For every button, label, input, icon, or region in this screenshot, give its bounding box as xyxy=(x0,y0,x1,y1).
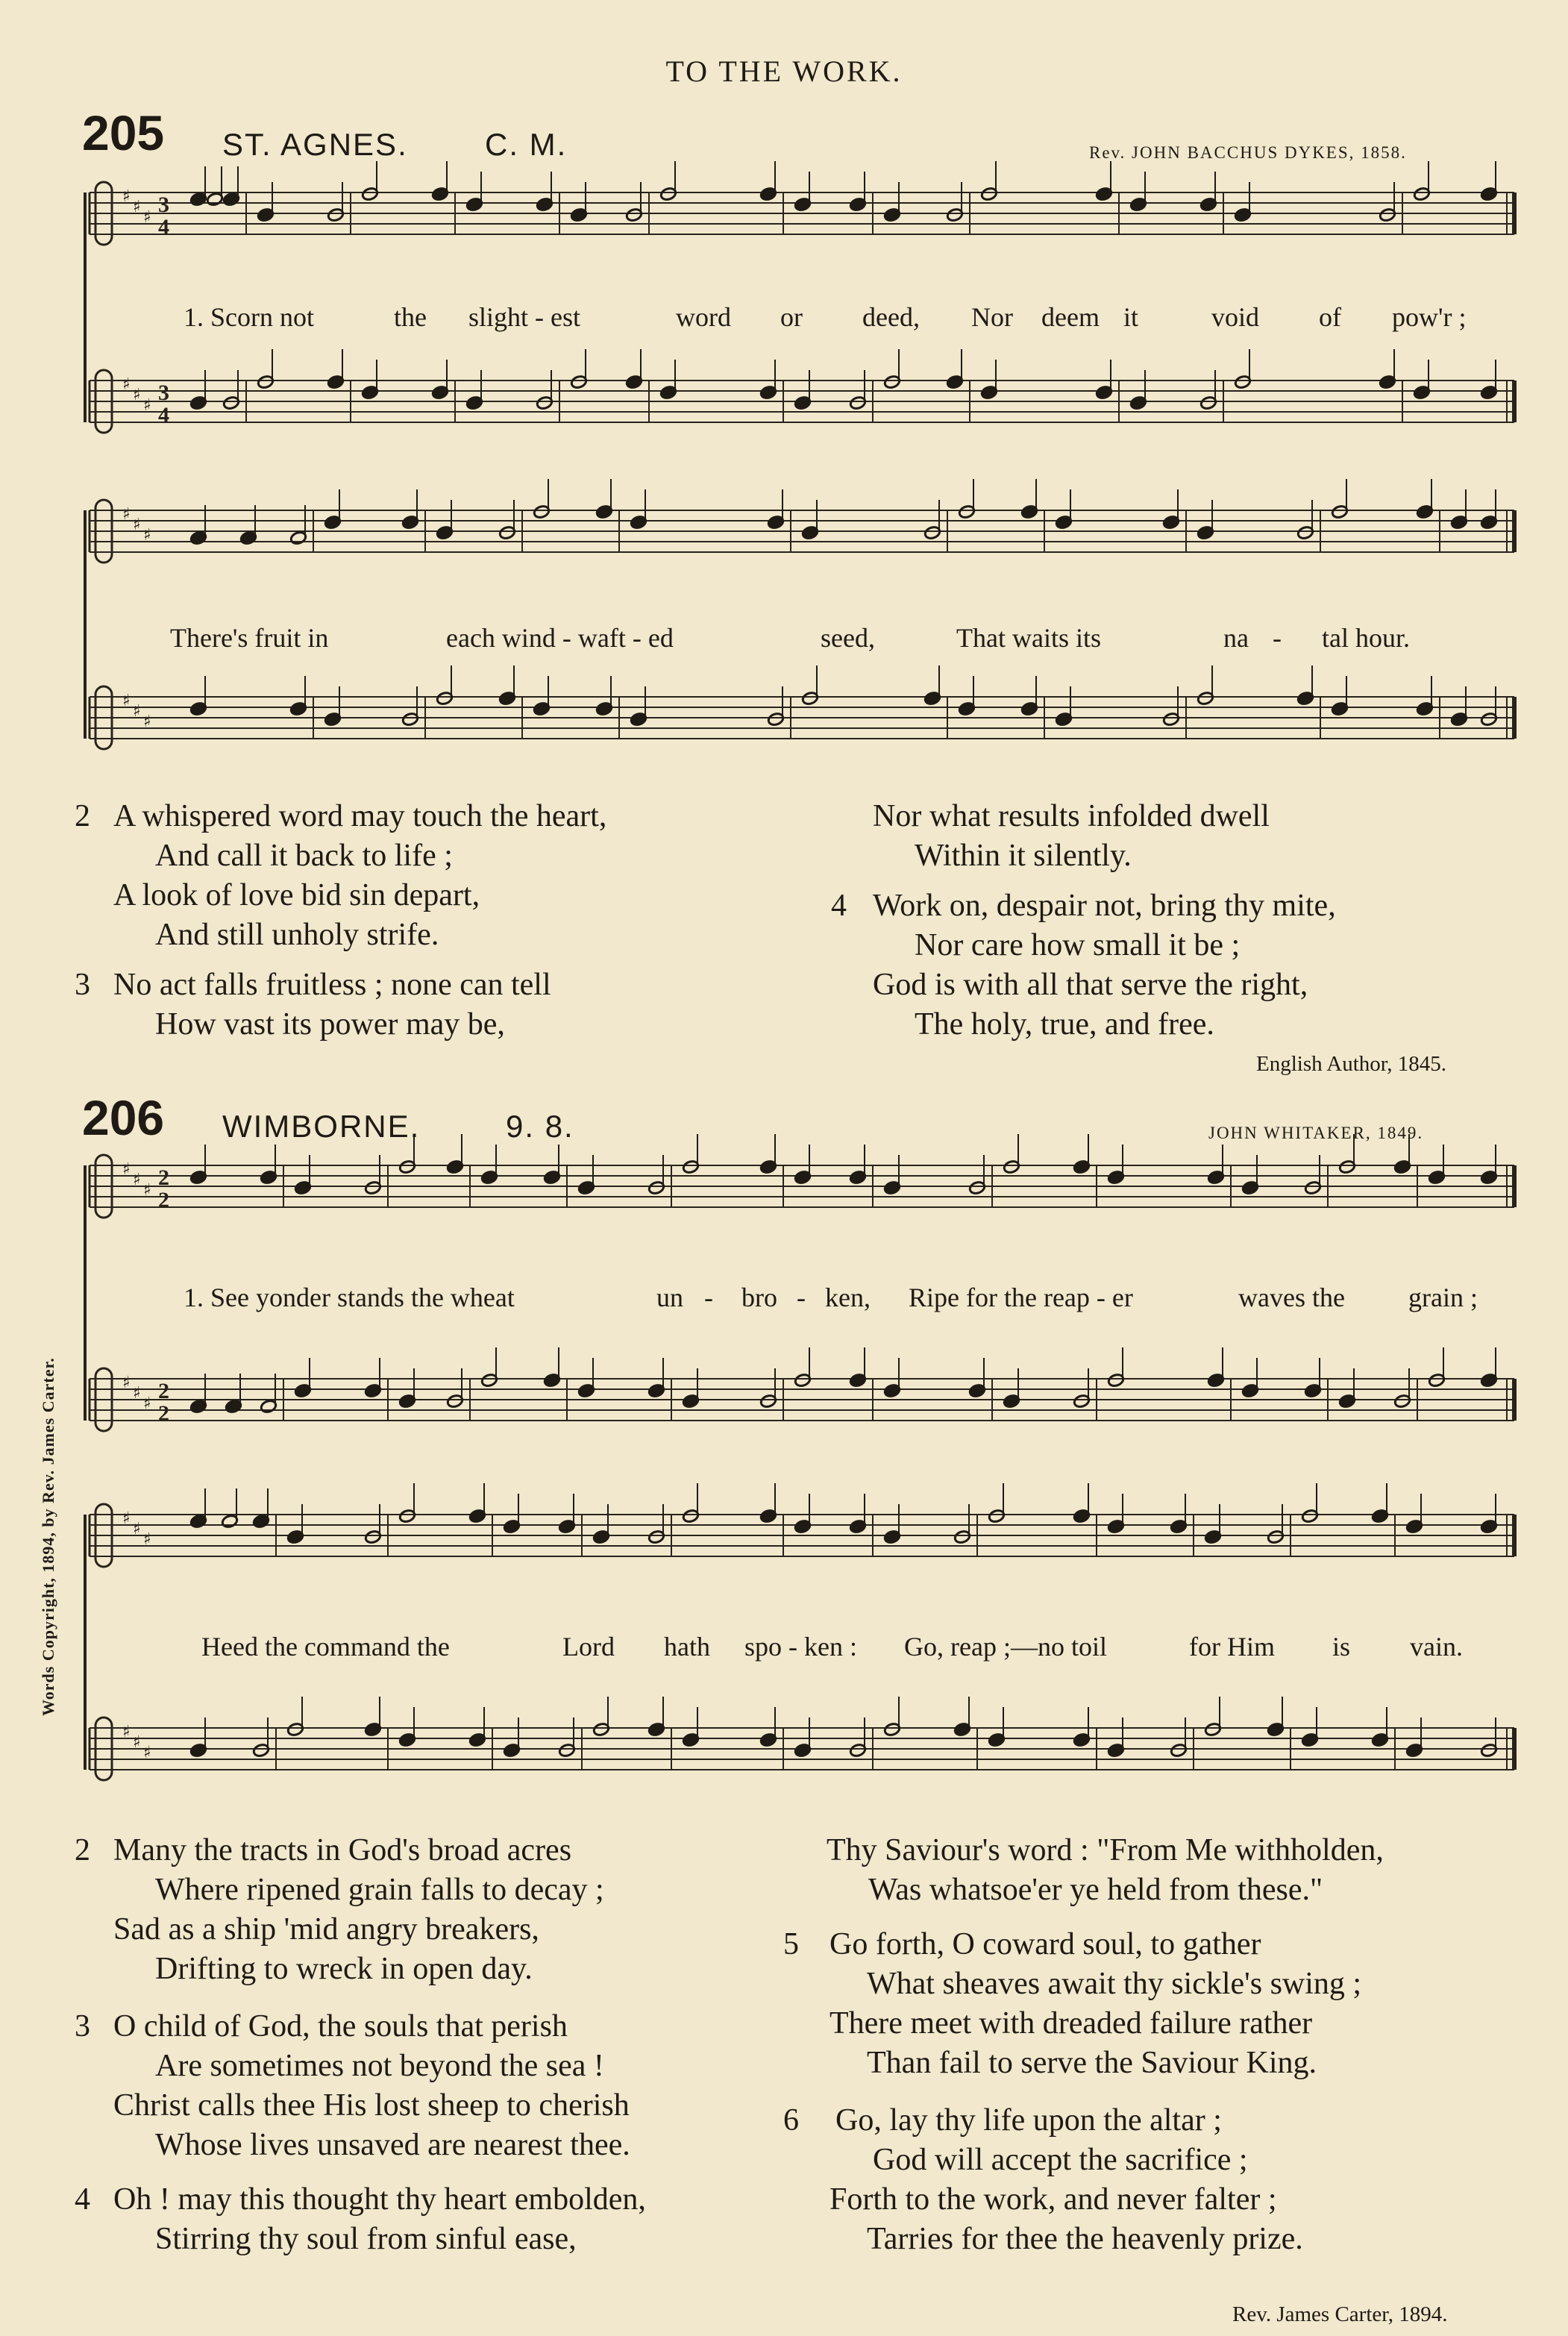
hymn-205-verse-2 xyxy=(75,797,806,955)
verse-line: Tarries for thee the heavenly prize. xyxy=(867,2222,1303,2256)
sharp-icon: ♯ xyxy=(122,1374,131,1392)
hymn-205-composer: Rev. JOHN BACCHUS DYKES, 1858. xyxy=(1089,143,1407,162)
sharp-icon: ♯ xyxy=(122,375,131,394)
verse-line: The holy, true, and free. xyxy=(915,1007,1214,1042)
time-signature: 3 xyxy=(158,192,169,217)
time-signature: 2 xyxy=(158,1401,169,1426)
lyric-syllable: void xyxy=(1211,302,1260,332)
verse-line: And call it back to life ; xyxy=(155,839,453,873)
lyric-syllable: vain. xyxy=(1410,1632,1463,1662)
verse-line: Are sometimes not beyond the sea ! xyxy=(155,2049,604,2083)
hymn-205-number: 205 xyxy=(82,105,165,160)
lyric-syllable: Nor xyxy=(971,302,1013,332)
time-signature: 4 xyxy=(158,403,169,428)
lyric-syllable: or xyxy=(780,302,803,332)
hymn-206-attribution: Rev. James Carter, 1894. xyxy=(1232,2302,1448,2326)
hymn-205-meter: C. M. xyxy=(485,127,568,162)
verse-line: A look of love bid sin depart, xyxy=(113,878,480,912)
time-signature: 4 xyxy=(158,215,169,239)
sharp-icon: ♯ xyxy=(133,1171,141,1189)
sharp-icon: ♯ xyxy=(143,208,151,227)
hymn-206-number: 206 xyxy=(82,1090,165,1145)
verse-line: And still unholy strife. xyxy=(155,918,439,952)
hymn-205-verse-3-continued xyxy=(831,797,1562,876)
verse-line: God is with all that serve the right, xyxy=(873,968,1308,1002)
sharp-icon: ♯ xyxy=(133,198,141,216)
lyric-syllable: 1. See yonder stands the wheat xyxy=(184,1283,515,1312)
sharp-icon: ♯ xyxy=(133,702,141,721)
hymn-206-verse-2 xyxy=(75,1831,821,1989)
hymn-206-verse-6 xyxy=(783,2101,1559,2259)
lyric-syllable: pow'r ; xyxy=(1392,302,1467,332)
verse-number: 6 xyxy=(783,2103,799,2138)
verse-line: No act falls fruitless ; none can tell xyxy=(113,968,551,1002)
verse-number: 2 xyxy=(75,1833,90,1867)
verse-line: How vast its power may be, xyxy=(155,1007,505,1042)
time-signature: 2 xyxy=(158,1379,169,1403)
hymn-206-verse-4 xyxy=(75,2180,821,2259)
hymn-205-verse-4 xyxy=(831,886,1562,1045)
lyric-syllable: each wind - waft - ed xyxy=(446,623,674,653)
lyric-syllable: - xyxy=(704,1283,713,1312)
sharp-icon: ♯ xyxy=(133,1520,141,1538)
sharp-icon: ♯ xyxy=(122,1160,131,1179)
verse-line: Within it silently. xyxy=(915,839,1132,873)
lyric-syllable: deem xyxy=(1041,302,1100,332)
verse-line: Many the tracts in God's broad acres xyxy=(113,1833,572,1867)
sharp-icon: ♯ xyxy=(122,187,131,206)
sharp-icon: ♯ xyxy=(122,505,131,524)
lyric-syllable: for Him xyxy=(1189,1632,1275,1662)
verse-line: Oh ! may this thought thy heart embolden, xyxy=(113,2182,646,2217)
lyric-syllable: 1. Scorn not xyxy=(184,302,314,332)
verse-line: Thy Saviour's word : "From Me withholden, xyxy=(827,1833,1384,1867)
hymn-205-attribution: English Author, 1845. xyxy=(1256,1052,1447,1076)
verse-line: Sad as a ship 'mid angry breakers, xyxy=(113,1912,539,1947)
sharp-icon: ♯ xyxy=(143,1181,151,1200)
sharp-icon: ♯ xyxy=(122,1509,131,1528)
lyric-syllable: the xyxy=(394,302,427,332)
lyric-syllable: seed, xyxy=(821,623,875,653)
verse-number: 5 xyxy=(783,1927,799,1961)
sharp-icon: ♯ xyxy=(133,1733,141,1752)
lyric-syllable: tal hour. xyxy=(1322,623,1410,653)
lyric-syllable: un xyxy=(656,1283,683,1312)
verse-line: Go, lay thy life upon the altar ; xyxy=(835,2103,1222,2138)
lyric-syllable: deed, xyxy=(862,302,920,332)
lyric-syllable: it xyxy=(1123,302,1139,332)
lyric-syllable: Ripe for the reap - er xyxy=(909,1283,1133,1312)
lyric-syllable: bro xyxy=(741,1283,777,1312)
verse-line: God will accept the sacrifice ; xyxy=(873,2143,1248,2177)
verse-line: Nor what results infolded dwell xyxy=(873,799,1270,833)
lyric-syllable: is xyxy=(1332,1632,1351,1662)
lyric-syllable: Lord xyxy=(562,1632,615,1662)
lyric-syllable: - xyxy=(797,1283,806,1312)
hymn-206-verse-4-continued xyxy=(827,1831,1565,1910)
hymn-206-tune-name: WIMBORNE. xyxy=(222,1109,421,1144)
lyric-syllable: waves the xyxy=(1238,1283,1345,1312)
verse-line: Work on, despair not, bring thy mite, xyxy=(873,889,1336,923)
lyric-syllable: That waits its xyxy=(956,623,1101,653)
sharp-icon: ♯ xyxy=(133,386,141,404)
lyric-syllable: slight - est xyxy=(468,302,580,332)
lyric-syllable: - xyxy=(1273,623,1282,653)
time-signature: 2 xyxy=(158,1188,169,1212)
verse-line: Nor care how small it be ; xyxy=(915,928,1241,962)
sharp-icon: ♯ xyxy=(122,692,131,710)
verse-number: 4 xyxy=(831,889,847,923)
sharp-icon: ♯ xyxy=(122,1723,131,1741)
sharp-icon: ♯ xyxy=(133,516,141,534)
sharp-icon: ♯ xyxy=(143,1744,151,1762)
verse-line: Drifting to wreck in open day. xyxy=(155,1952,533,1986)
lyric-syllable: Heed the command the xyxy=(201,1632,450,1662)
hymn-205-verse-3 xyxy=(75,965,806,1045)
verse-line: There meet with dreaded failure rather xyxy=(830,2006,1313,2041)
lyric-syllable: word xyxy=(676,302,731,332)
time-signature: 2 xyxy=(158,1165,169,1190)
hymn-206-composer: JOHN WHITAKER, 1849. xyxy=(1208,1124,1424,1142)
hymn-206-meter: 9. 8. xyxy=(506,1109,574,1144)
sharp-icon: ♯ xyxy=(143,396,151,415)
verse-line: Forth to the work, and never falter ; xyxy=(830,2182,1277,2217)
verse-line: Go forth, O coward soul, to gather xyxy=(830,1927,1261,1961)
sharp-icon: ♯ xyxy=(143,526,151,545)
verse-line: Where ripened grain falls to decay ; xyxy=(155,1873,604,1907)
lyric-syllable: ken, xyxy=(825,1283,871,1312)
lyric-syllable: hath xyxy=(664,1632,710,1662)
running-head: TO THE WORK. xyxy=(665,54,903,88)
lyric-syllable: of xyxy=(1319,302,1341,332)
verse-line: A whispered word may touch the heart, xyxy=(113,799,607,833)
sharp-icon: ♯ xyxy=(143,713,151,731)
lyric-syllable: grain ; xyxy=(1408,1283,1478,1312)
hymn-206-verse-3 xyxy=(75,2007,821,2165)
hymn-206-verse-5 xyxy=(783,1925,1559,2083)
verse-line: Stirring thy soul from sinful ease, xyxy=(155,2222,577,2256)
copyright-notice: Words Copyright, 1894, by Rev. James Carter. xyxy=(39,1357,57,1716)
hymn-205-tune-name: ST. AGNES. xyxy=(222,127,408,162)
lyric-syllable: na xyxy=(1223,623,1249,653)
lyric-syllable: Go, reap ;—no toil xyxy=(904,1632,1107,1662)
verse-line: What sheaves await thy sickle's swing ; xyxy=(867,1967,1362,2001)
verse-number: 4 xyxy=(75,2182,90,2217)
verse-line: Whose lives unsaved are nearest thee. xyxy=(155,2128,630,2162)
time-signature: 3 xyxy=(158,381,169,405)
lyric-syllable: There's fruit in xyxy=(170,623,329,653)
sharp-icon: ♯ xyxy=(143,1394,151,1413)
verse-line: O child of God, the souls that perish xyxy=(113,2009,568,2044)
verse-line: Was whatsoe'er ye held from these." xyxy=(868,1873,1323,1907)
verse-number: 3 xyxy=(75,968,90,1002)
verse-line: Than fail to serve the Saviour King. xyxy=(867,2046,1317,2080)
sharp-icon: ♯ xyxy=(143,1530,151,1549)
verse-line: Christ calls thee His lost sheep to cherish xyxy=(113,2088,630,2123)
verse-number: 2 xyxy=(75,799,90,833)
lyric-syllable: spo - ken : xyxy=(744,1632,857,1662)
verse-number: 3 xyxy=(75,2009,90,2044)
sharp-icon: ♯ xyxy=(133,1384,141,1403)
